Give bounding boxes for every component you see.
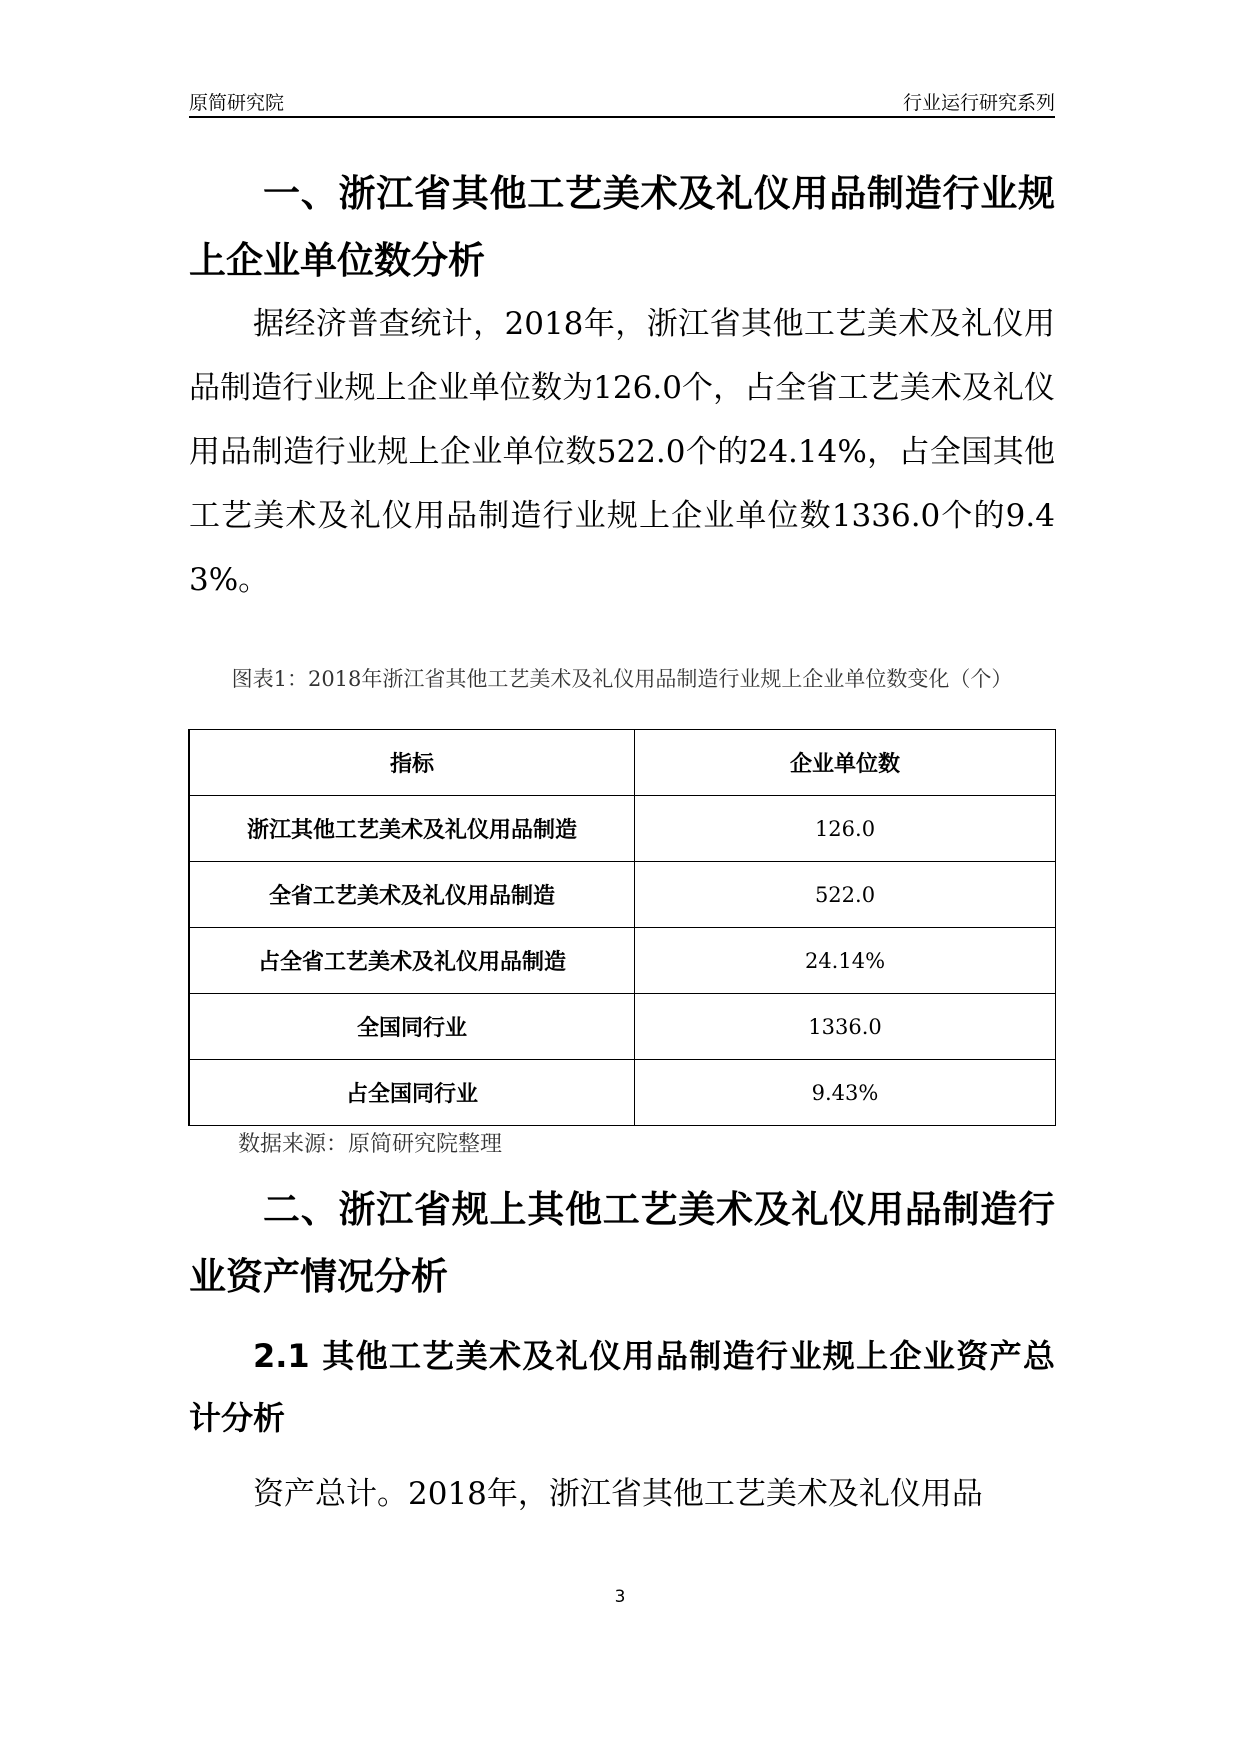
section2-paragraph: 资产总计。2018年，浙江省其他工艺美术及礼仪用品 bbox=[253, 1476, 983, 1512]
row-value: 9.43% bbox=[635, 1060, 1056, 1126]
table-header-indicator: 指标 bbox=[189, 730, 635, 796]
table-row bbox=[189, 928, 1056, 994]
table1-source: 数据来源：原简研究院整理 bbox=[238, 1132, 503, 1157]
header-series-name: 行业运行研究系列 bbox=[902, 92, 1055, 114]
section1-paragraph: 据经济普查统计，2018年，浙江省其他工艺美术及礼仪用品制造行业规上企业单位数为126.0个，占全省工艺美术及礼仪用品制造行业规上企业单位数522.0个的24.14%，占全国其他工艺美术及礼仪用品制造行业规上企业单位数1336.0个的9.43%。 bbox=[189, 306, 1055, 598]
header-org-name: 原简研究院 bbox=[189, 92, 285, 114]
row-value: 126.0 bbox=[635, 796, 1056, 862]
row-label: 全省工艺美术及礼仪用品制造 bbox=[189, 862, 635, 928]
row-label: 全国同行业 bbox=[189, 994, 635, 1060]
row-label: 占全省工艺美术及礼仪用品制造 bbox=[189, 928, 635, 994]
table-row bbox=[189, 1060, 1056, 1126]
section1-heading: 一、浙江省其他工艺美术及礼仪用品制造行业规上企业单位数分析 bbox=[189, 172, 1055, 282]
row-label: 浙江其他工艺美术及礼仪用品制造 bbox=[189, 796, 635, 862]
page-number: 3 bbox=[614, 1587, 626, 1607]
section2-heading: 二、浙江省规上其他工艺美术及礼仪用品制造行业资产情况分析 bbox=[189, 1188, 1055, 1298]
data-table bbox=[188, 729, 1056, 1126]
row-label: 占全国同行业 bbox=[189, 1060, 635, 1126]
table-header-row bbox=[189, 730, 1056, 796]
table-row bbox=[189, 862, 1056, 928]
table1-caption: 图表1：2018年浙江省其他工艺美术及礼仪用品制造行业规上企业单位数变化（个） bbox=[231, 667, 1013, 691]
row-value: 522.0 bbox=[635, 862, 1056, 928]
table-header-unit-count: 企业单位数 bbox=[635, 730, 1056, 796]
page-header bbox=[189, 86, 1055, 118]
section2-1-subheading: 2.1 其他工艺美术及礼仪用品制造行业规上企业资产总计分析 bbox=[189, 1337, 1055, 1437]
row-value: 1336.0 bbox=[635, 994, 1056, 1060]
row-value: 24.14% bbox=[635, 928, 1056, 994]
table-row bbox=[189, 796, 1056, 862]
table-row bbox=[189, 994, 1056, 1060]
